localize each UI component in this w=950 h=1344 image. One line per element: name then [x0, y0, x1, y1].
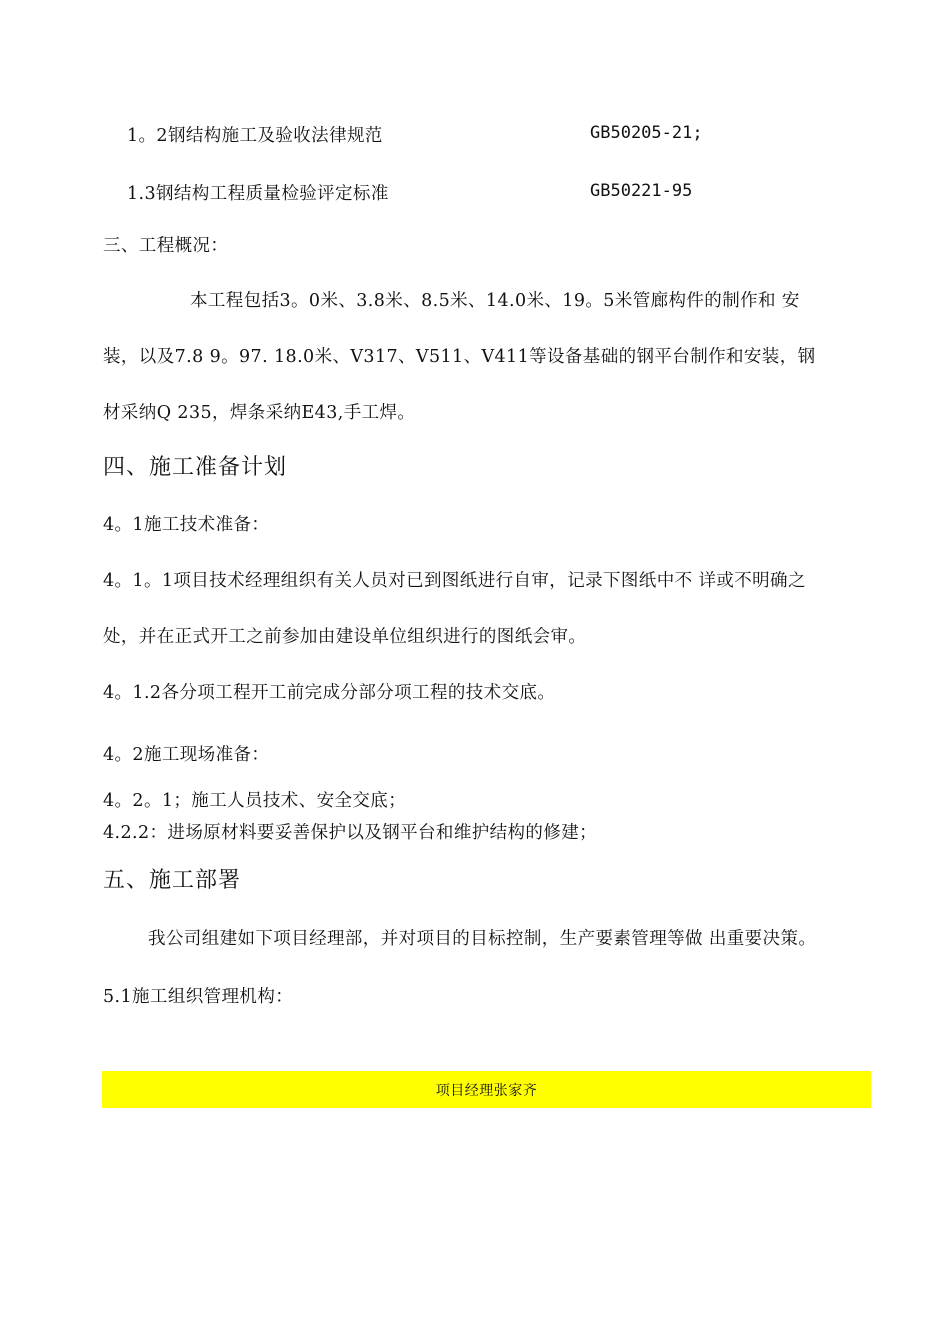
section-3-line-3: 材采纳Q 235，焊条采纳E43,手工焊。	[103, 403, 416, 423]
section-5-paragraph: 我公司组建如下项目经理部，并对项目的目标控制，生产要素管理等做 出重要决策。	[148, 929, 817, 949]
section-4-heading: 四、施工准备计划	[103, 455, 288, 480]
item-4-1-1-line-2: 处，并在正式开工之前参加由建设单位组织进行的图纸会审。	[103, 627, 587, 647]
standard-1-label: 1。2钢结构施工及验收法律规范	[127, 126, 383, 146]
project-manager-label: 项目经理张家齐	[435, 1082, 538, 1099]
standard-1-code: GB50205-21;	[590, 123, 703, 143]
standard-2-code: GB50221-95	[590, 181, 693, 201]
item-4-1-2: 4。1.2各分项工程开工前完成分部分项工程的技术交底。	[103, 683, 556, 703]
section-4-2-heading: 4。2施工现场准备：	[103, 745, 270, 765]
section-5-heading: 五、施工部署	[103, 868, 242, 893]
item-4-1-1-line-1: 4。1。1项目技术经理组织有关人员对已到图纸进行自审，记录下图纸中不 详或不明确之	[103, 571, 806, 591]
section-5-1-heading: 5.1施工组织管理机构：	[103, 987, 294, 1007]
org-chart-manager-box	[102, 1071, 871, 1108]
item-4-2-2: 4.2.2：进场原材料要妥善保护以及钢平台和维护结构的修建；	[103, 823, 598, 843]
item-4-2-1: 4。2。1；施工人员技术、安全交底；	[103, 791, 407, 811]
section-3-heading: 三、工程概况：	[103, 236, 229, 256]
section-3-line-2: 装，以及7.8 9。97. 18.0米、V317、V511、V411等设备基础的钢平台制作和安装，钢	[103, 347, 816, 367]
section-3-line-1: 本工程包括3。0米、3.8米、8.5米、14.0米、19。5米管廊构件的制作和 安	[190, 291, 800, 311]
standard-2-label: 1.3钢结构工程质量检验评定标准	[127, 184, 389, 204]
section-4-1-heading: 4。1施工技术准备：	[103, 515, 270, 535]
